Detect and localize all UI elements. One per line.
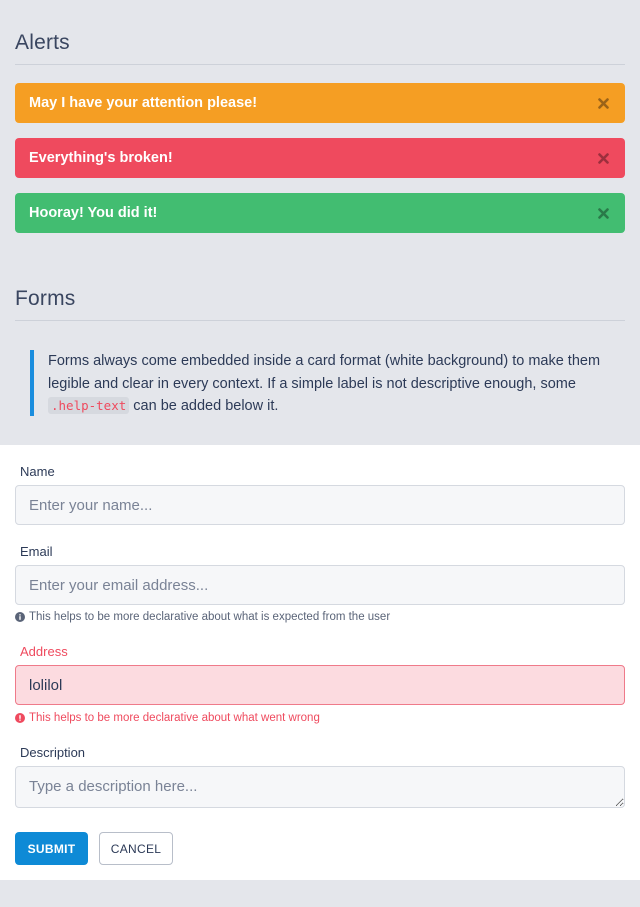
address-input[interactable]	[15, 665, 625, 705]
forms-description-end: can be added below it.	[129, 398, 279, 414]
forms-divider	[15, 320, 625, 321]
name-input[interactable]	[15, 485, 625, 525]
name-label: Name	[20, 464, 55, 479]
close-icon[interactable]	[595, 205, 611, 221]
email-help-text	[15, 611, 390, 623]
address-label: Address	[20, 644, 68, 659]
info-icon	[15, 612, 25, 622]
alert-success	[15, 193, 625, 233]
alerts-divider	[15, 64, 625, 65]
close-icon[interactable]	[595, 150, 611, 166]
email-label: Email	[20, 544, 53, 559]
email-help-label: This helps to be more declarative about what is expected from the user	[29, 611, 391, 623]
alert-warning-text: May I have your attention please!	[29, 95, 258, 111]
forms-description-text: Forms always come embedded inside a card format (white background) to make them legible and clear in every context. If a simple label is not descriptive enough, some	[48, 353, 601, 392]
description-label: Description	[20, 745, 86, 760]
alerts-heading: Alerts	[15, 31, 70, 54]
email-input[interactable]	[15, 565, 625, 605]
alert-danger	[15, 138, 625, 178]
address-error-text	[15, 712, 320, 724]
submit-button[interactable]: SUBMIT	[15, 832, 88, 865]
alert-danger-text: Everything's broken!	[29, 150, 173, 166]
error-icon	[15, 713, 25, 723]
forms-heading: Forms	[15, 287, 76, 310]
help-text-code: .help-text	[48, 397, 129, 414]
alert-warning	[15, 83, 625, 123]
address-error-label: This helps to be more declarative about what went wrong	[29, 712, 320, 724]
cancel-button[interactable]: CANCEL	[99, 832, 173, 865]
alert-success-text: Hooray! You did it!	[29, 205, 158, 221]
forms-description	[30, 350, 610, 416]
description-textarea[interactable]	[15, 766, 625, 808]
close-icon[interactable]	[595, 95, 611, 111]
